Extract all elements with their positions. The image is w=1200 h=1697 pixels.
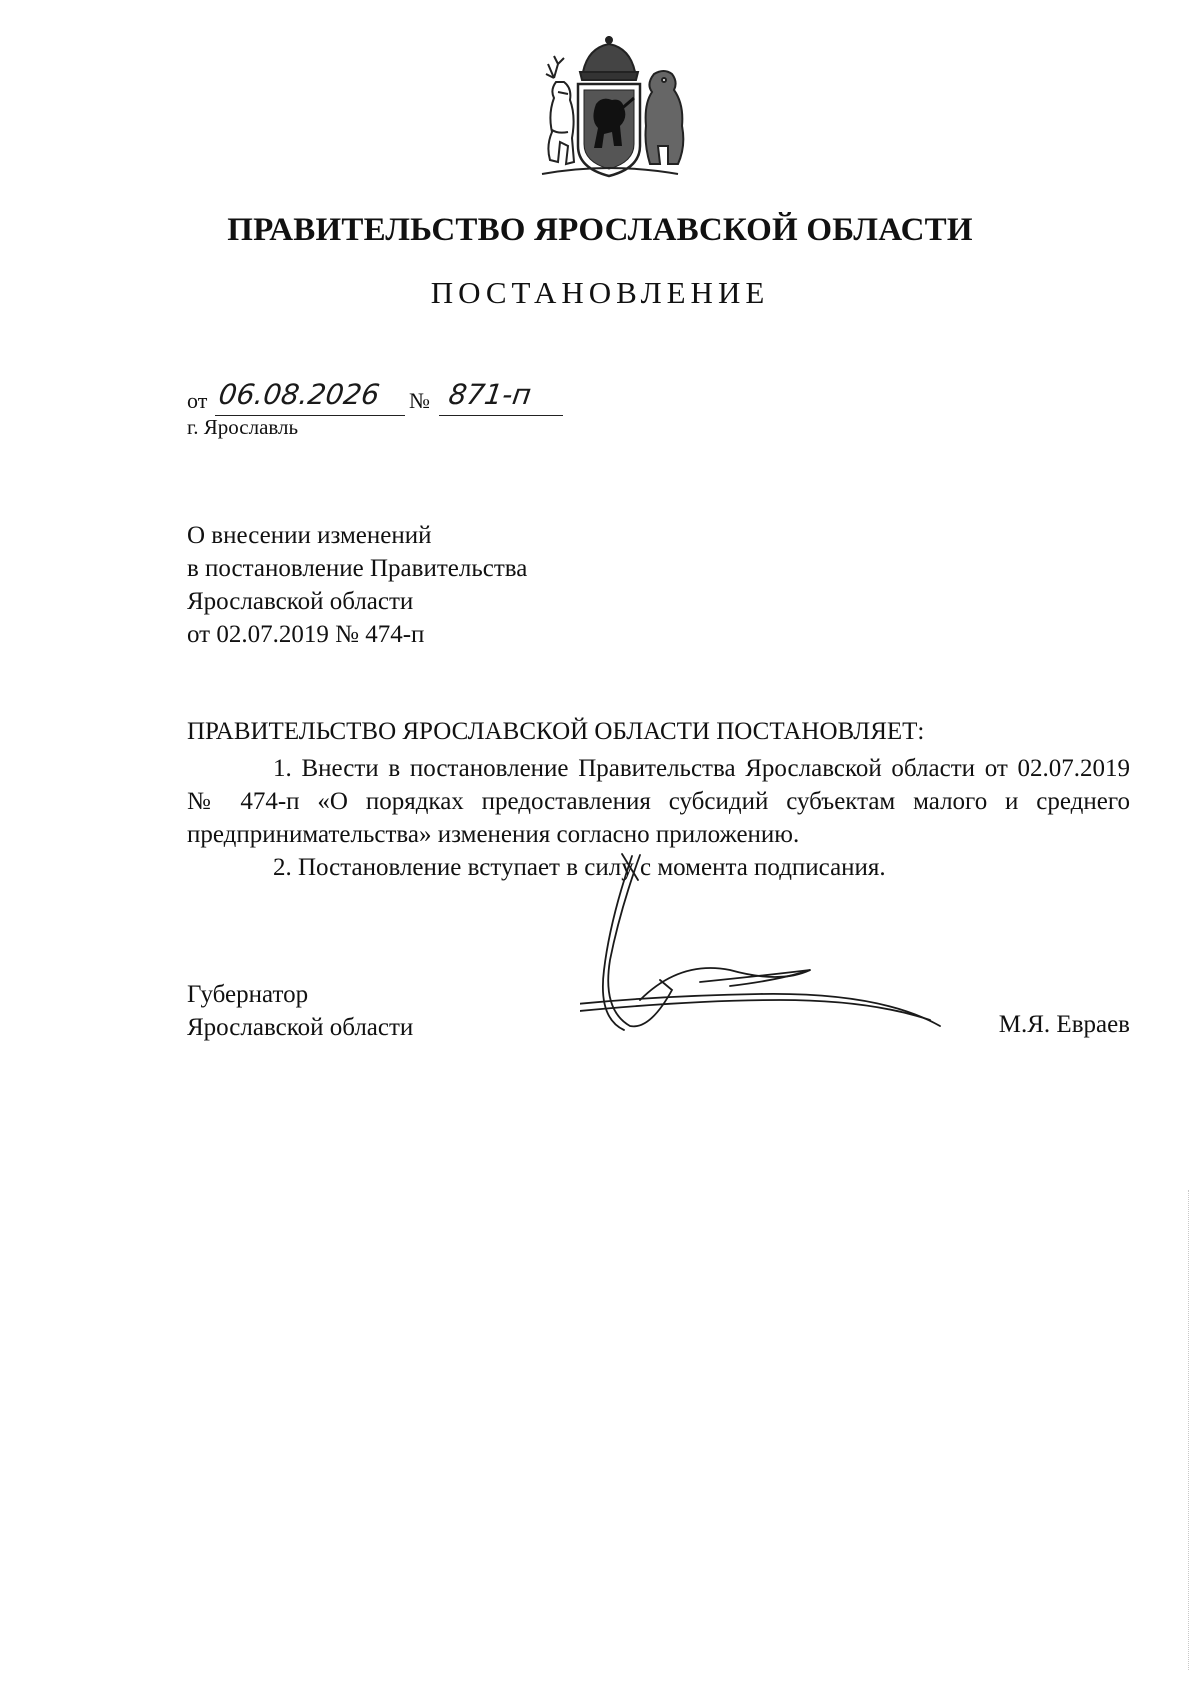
number-underline [439,415,563,416]
signer-position [187,978,413,1044]
signer-name: М.Я. Евраев [998,1011,1130,1038]
subject-line: от 02.07.2019 № 474-п [187,621,425,648]
subject-line: Ярославской области [187,588,414,615]
handwritten-signature-icon [580,850,1030,1110]
city: г. Ярославль [187,415,299,439]
subject-line: в постановление Правительства [187,555,528,582]
scan-edge-artifact [1188,1190,1190,1670]
organization-title: ПРАВИТЕЛЬСТВО ЯРОСЛАВСКОЙ ОБЛАСТИ [227,212,973,248]
coat-of-arms-icon [528,34,690,184]
handwritten-number: 871-п [446,378,534,411]
decree-heading: ПРАВИТЕЛЬСТВО ЯРОСЛАВСКОЙ ОБЛАСТИ ПОСТАНОВЛЯЕТ: [187,718,925,745]
decree-paragraph-2: 2. Постановление вступает в силу с момента подписания. [273,854,886,881]
handwritten-date: 06.08.2026 [216,378,382,411]
number-label: № [409,388,430,413]
signer-position-line: Ярославской области [187,1014,414,1041]
subject-line: О внесении изменений [187,522,432,549]
signer-position-line: Губернатор [187,981,309,1008]
date-from-label: от [187,388,208,413]
document-type: ПОСТАНОВЛЕНИЕ [430,275,770,310]
decree-paragraph-1: 1. Внести в постановление Правительства Ярославской области от 02.07.2019 № 474-п «О порядках предоставления субсидий субъектам малого и среднего предпринимательства» изменения согласно приложению. [187,755,1130,848]
document-subject [187,519,527,651]
